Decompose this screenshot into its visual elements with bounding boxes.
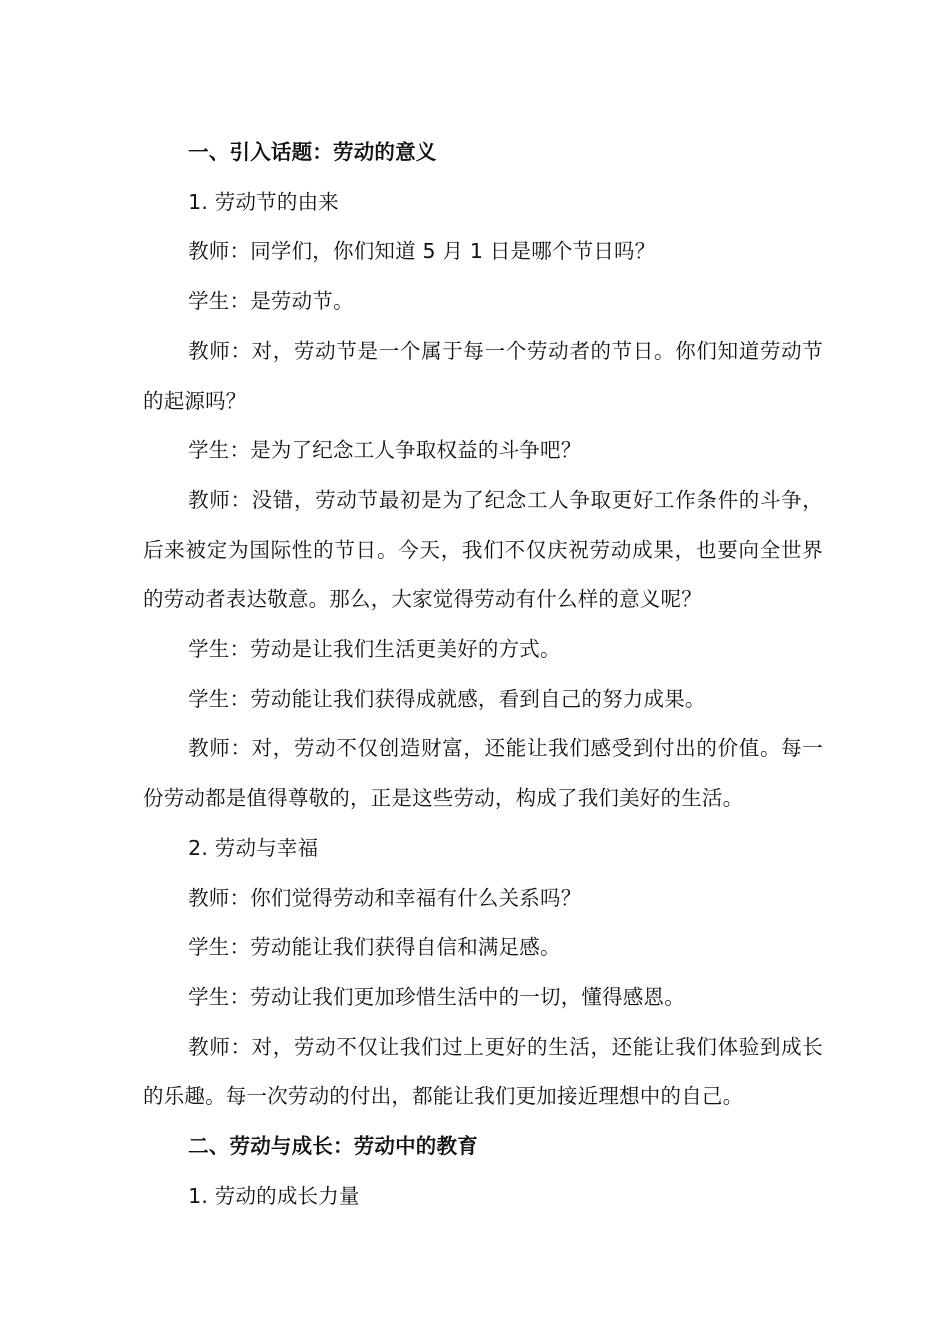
dialogue-paragraph: 学生：劳动让我们更加珍惜生活中的一切，懂得感恩。 — [188, 984, 685, 1009]
section-heading-2: 二、劳动与成长：劳动中的教育 — [188, 1134, 478, 1159]
dialogue-paragraph: 教师：对，劳动节是一个属于每一个劳动者的节日。你们知道劳动节的起源吗？ — [143, 338, 823, 413]
dialogue-paragraph: 教师：对，劳动不仅让我们过上更好的生活，还能让我们体验到成长的乐趣。每一次劳动的付出，都能让我们更加接近理想中的自己。 — [143, 1034, 823, 1109]
dialogue-paragraph: 教师：没错，劳动节最初是为了纪念工人争取更好工作条件的斗争，后来被定为国际性的节日。今天，我们不仅庆祝劳动成果，也要向全世界的劳动者表达敬意。那么，大家觉得劳动有什么样的意义呢？ — [143, 487, 823, 612]
dialogue-paragraph: 学生：是为了纪念工人争取权益的斗争吧？ — [188, 438, 582, 463]
section-heading-1: 一、引入话题：劳动的意义 — [188, 140, 437, 164]
dialogue-paragraph: 学生：劳动能让我们获得自信和满足感。 — [188, 935, 561, 960]
dialogue-paragraph: 教师：对，劳动不仅创造财富，还能让我们感受到付出的价值。每一份劳动都是值得尊敬的，正是这些劳动，构成了我们美好的生活。 — [143, 736, 823, 811]
dialogue-paragraph: 教师：你们觉得劳动和幸福有什么关系吗？ — [188, 885, 582, 910]
subheading-2: 2. 劳动与幸福 — [188, 835, 319, 860]
document-body — [143, 128, 823, 1221]
dialogue-paragraph: 学生：劳动能让我们获得成就感，看到自己的努力成果。 — [188, 686, 706, 711]
dialogue-paragraph: 教师：同学们，你们知道 5 月 1 日是哪个节日吗？ — [188, 239, 656, 264]
subheading-3: 1. 劳动的成长力量 — [188, 1183, 360, 1208]
subheading-1: 1. 劳动节的由来 — [188, 189, 339, 214]
dialogue-paragraph: 学生：是劳动节。 — [188, 289, 354, 314]
dialogue-paragraph: 学生：劳动是让我们生活更美好的方式。 — [188, 637, 561, 662]
